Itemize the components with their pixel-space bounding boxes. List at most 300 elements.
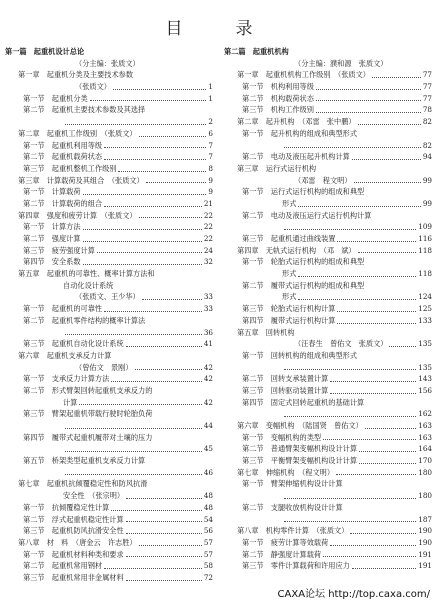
toc-entry bbox=[5, 233, 213, 245]
toc-page-number: 135 bbox=[418, 362, 432, 372]
toc-page-number: 7 bbox=[208, 140, 213, 150]
toc-leader-dots bbox=[126, 338, 202, 347]
toc-entry bbox=[224, 467, 432, 479]
toc-entry-label: （张质文） bbox=[75, 82, 111, 92]
toc-entry bbox=[5, 81, 213, 93]
toc-entry bbox=[5, 46, 213, 58]
toc-entry-label: 第一章 起重机机构工作级别 （张质文） bbox=[237, 70, 370, 80]
toc-leader-dots bbox=[90, 93, 207, 102]
toc-entry-label: 第一节 计算载荷 bbox=[23, 187, 81, 197]
toc-page-number: 36 bbox=[203, 327, 213, 337]
toc-entry-label: 第一节 抗倾覆稳定性计算 bbox=[23, 502, 110, 512]
toc-leader-dots bbox=[298, 198, 420, 207]
toc-leader-dots bbox=[65, 116, 206, 125]
toc-entry-label: 第一节 支承反力计算方法 bbox=[23, 374, 110, 384]
toc-entry-label: 第五章 回转机构 bbox=[237, 327, 295, 337]
toc-entry-label: 形式 bbox=[282, 198, 297, 208]
toc-page-number: 48 bbox=[203, 491, 213, 501]
toc-page-number: 135 bbox=[418, 339, 432, 349]
toc-entry bbox=[224, 490, 432, 502]
toc-page-number: 77 bbox=[422, 93, 432, 103]
toc-entry bbox=[5, 303, 213, 315]
toc-entry bbox=[224, 151, 432, 163]
toc-entry bbox=[224, 291, 432, 303]
toc-entry bbox=[5, 338, 213, 350]
toc-entry bbox=[224, 373, 432, 385]
toc-entry-label: 第一节 轮胎式运行机构的组成和典型 bbox=[242, 257, 365, 267]
toc-entry bbox=[5, 93, 213, 105]
toc-entry bbox=[5, 140, 213, 152]
toc-entry-label: 第二篇 起重机机构 bbox=[224, 47, 289, 56]
toc-entry-label: 第三节 机构工作级别 bbox=[242, 105, 314, 115]
toc-entry-label: 第二节 电动及液压运行式运行机构计算 bbox=[242, 210, 372, 220]
toc-entry-label: 第二节 强度计算 bbox=[23, 234, 81, 243]
toc-entry bbox=[224, 198, 432, 210]
toc-page-number: 109 bbox=[418, 222, 432, 232]
toc-page-number: 1 bbox=[208, 93, 213, 103]
toc-entry-label: 第一节 起重机利用等级 bbox=[23, 140, 103, 150]
toc-entry-label bbox=[224, 221, 282, 233]
toc-entry bbox=[5, 315, 213, 327]
toc-entry bbox=[224, 303, 432, 315]
toc-entry-label: （汪春生 曾佑文 张质文） bbox=[294, 339, 388, 349]
toc-entry-label: 第三章 运行式运行机构 bbox=[237, 163, 317, 173]
toc-leader-dots bbox=[298, 291, 416, 300]
toc-entry-label: 第七章 起重机抗倾覆稳定性和防风抗滑 bbox=[18, 479, 148, 489]
toc-leader-dots bbox=[284, 221, 416, 230]
toc-entry bbox=[5, 490, 213, 502]
toc-entry bbox=[224, 175, 432, 187]
toc-entry bbox=[5, 198, 213, 210]
toc-leader-dots bbox=[337, 233, 416, 242]
toc-leader-dots bbox=[284, 362, 416, 371]
toc-entry-label: 第一节 回转机构的组成和典型形式 bbox=[242, 350, 358, 360]
toc-entry-label: （曾佑文 景刚） bbox=[75, 362, 133, 372]
toc-entry bbox=[5, 467, 213, 479]
toc-leader-dots bbox=[104, 303, 202, 312]
toc-entry bbox=[5, 385, 213, 397]
toc-leader-dots bbox=[126, 549, 202, 558]
toc-entry-label: 第一节 起升机构的组成和典型形式 bbox=[242, 128, 358, 138]
toc-entry-label: 第二节 浮式起重机稳定性计算 bbox=[23, 514, 124, 524]
toc-entry-label: 第三节 轮胎式运行机构计算 bbox=[242, 304, 336, 314]
toc-page-number: 2 bbox=[208, 117, 213, 127]
toc-entry-label: 第六章 起重机支承反力计算 bbox=[18, 350, 112, 360]
toc-leader-dots bbox=[111, 502, 202, 511]
toc-entry bbox=[5, 572, 213, 584]
toc-entry bbox=[224, 93, 432, 105]
toc-page-number: 8 bbox=[208, 163, 213, 173]
toc-entry bbox=[224, 420, 432, 432]
toc-entry-label bbox=[5, 116, 63, 128]
toc-leader-dots bbox=[352, 560, 416, 569]
toc-entry bbox=[224, 478, 432, 490]
toc-entry bbox=[224, 443, 432, 455]
toc-entry-label: 第四节 安全系数 bbox=[23, 257, 81, 267]
toc-leader-dots bbox=[65, 327, 202, 336]
toc-leader-dots bbox=[118, 163, 206, 172]
toc-entry-label: 第四章 强度和疲劳计算 （张质文） bbox=[18, 210, 137, 220]
toc-entry bbox=[5, 443, 213, 455]
toc-page-number: 21 bbox=[203, 198, 213, 208]
toc-entry-label bbox=[224, 490, 282, 502]
toc-entry-label: 第二节 回转支承装置计算 bbox=[242, 374, 329, 384]
toc-leader-dots bbox=[104, 198, 202, 207]
toc-leader-dots bbox=[354, 175, 421, 184]
toc-entry bbox=[5, 525, 213, 537]
toc-entry-label: 第一节 机构利用等级 bbox=[242, 82, 314, 92]
toc-leader-dots bbox=[65, 420, 202, 429]
toc-entry bbox=[5, 280, 213, 292]
toc-page-number: 94 bbox=[422, 152, 432, 162]
toc-entry bbox=[224, 186, 432, 198]
toc-entry bbox=[5, 256, 213, 268]
toc-entry bbox=[5, 268, 213, 280]
toc-entry bbox=[5, 455, 213, 467]
toc-leader-dots bbox=[352, 151, 421, 160]
toc-entry bbox=[224, 104, 432, 116]
toc-page-number: 170 bbox=[418, 456, 432, 466]
toc-entry bbox=[5, 549, 213, 561]
toc-leader-dots bbox=[126, 490, 202, 499]
toc-entry-label: 第一章 起重机分类及主要技术参数 bbox=[18, 70, 134, 80]
toc-entry-label: 第二节 形式臂架回转起重机支承反力的 bbox=[23, 385, 153, 395]
toc-leader-dots bbox=[139, 537, 202, 546]
toc-entry bbox=[224, 514, 432, 526]
toc-entry bbox=[224, 362, 432, 374]
toc-leader-dots bbox=[350, 525, 416, 534]
toc-entry-label: 第一节 起重机的可靠性 bbox=[23, 304, 103, 314]
toc-entry-label: 第二节 机构载荷状态 bbox=[242, 93, 314, 103]
toc-entry-label: 第六章 变幅机构 （陆国贤 曾佑文） bbox=[237, 421, 363, 430]
toc-leader-dots bbox=[83, 233, 202, 242]
toc-entry bbox=[224, 69, 432, 81]
toc-entry-label: 第一节 起重机材料种类和要求 bbox=[23, 549, 124, 559]
toc-entry bbox=[5, 537, 213, 549]
toc-leader-dots bbox=[83, 221, 202, 230]
toc-entry-label: 第二节 支腿收放机构设计计算 bbox=[242, 502, 343, 512]
toc-entry bbox=[224, 268, 432, 280]
toc-page-number: 99 bbox=[422, 175, 432, 185]
toc-entry bbox=[224, 385, 432, 397]
toc-entry bbox=[5, 350, 213, 362]
toc-entry bbox=[224, 408, 432, 420]
toc-page-number: 116 bbox=[418, 234, 432, 243]
toc-entry bbox=[224, 280, 432, 292]
toc-entry bbox=[5, 514, 213, 526]
toc-entry bbox=[224, 210, 432, 222]
toc-page-number: 41 bbox=[203, 339, 213, 349]
toc-leader-dots bbox=[83, 186, 207, 195]
toc-leader-dots bbox=[337, 303, 416, 312]
toc-entry-label: 第二节 履带式运行机构的组成和典型 bbox=[242, 280, 365, 290]
toc-page-number: 45 bbox=[203, 444, 213, 454]
toc-leader-dots bbox=[83, 256, 202, 265]
toc-entry bbox=[5, 186, 213, 198]
toc-leader-dots bbox=[65, 443, 202, 452]
toc-entry-label: 第八章 机构零件计算 （张质文） bbox=[237, 526, 349, 536]
toc-page-number: 9 bbox=[208, 175, 213, 185]
toc-entry-label: 第三节 起重机通过曲线装置 bbox=[242, 234, 336, 243]
toc-entry-label: 安全性 （张宗明） bbox=[63, 491, 125, 501]
toc-entry bbox=[5, 151, 213, 163]
toc-entry bbox=[224, 327, 432, 339]
watermark-footer: CAXA论坛 http://top.caxa.com/ bbox=[277, 589, 430, 600]
toc-entry-label: 第二节 起重机常用钢材 bbox=[23, 561, 103, 571]
toc-page-number: 190 bbox=[418, 526, 432, 536]
toc-page-number: 125 bbox=[418, 304, 432, 314]
toc-page-number: 77 bbox=[422, 70, 432, 80]
toc-entry-label: 第三节 起重机防风抗滑安全性 bbox=[23, 526, 124, 536]
toc-entry-label: 第二节 电动及液压起升机构计算 bbox=[242, 152, 350, 162]
toc-leader-dots bbox=[126, 514, 202, 523]
toc-entry bbox=[5, 502, 213, 514]
toc-entry-label: 第三节 疲劳强度计算 bbox=[23, 245, 95, 255]
toc-entry-label: 第二节 起重机零件结构的概率计算法 bbox=[23, 315, 146, 325]
toc-page-number: 99 bbox=[422, 198, 432, 208]
toc-leader-dots bbox=[104, 560, 202, 569]
toc-entry-label: 第一节 运行式运行机构的组成和典型 bbox=[242, 187, 365, 197]
toc-entry bbox=[5, 420, 213, 432]
toc-entry bbox=[5, 327, 213, 339]
toc-entry-label bbox=[5, 443, 63, 455]
toc-leader-dots bbox=[65, 467, 202, 476]
toc-page-number: 6 bbox=[208, 128, 213, 138]
toc-page-number: 180 bbox=[418, 467, 432, 477]
toc-entry-label: 第三章 计算载荷及其组合 （张质文） bbox=[18, 175, 144, 185]
toc-page-number: 42 bbox=[203, 374, 213, 384]
toc-entry-label: 第四节 履带式运行机构计算 bbox=[242, 315, 336, 325]
toc-page-number: 187 bbox=[418, 514, 432, 524]
toc-leader-dots bbox=[323, 549, 416, 558]
toc-entry bbox=[224, 46, 432, 58]
toc-entry bbox=[5, 58, 213, 70]
toc-page-number: 46 bbox=[203, 467, 213, 477]
toc-page-number: 133 bbox=[418, 315, 432, 325]
toc-leader-dots bbox=[111, 373, 202, 382]
toc-leader-dots bbox=[337, 315, 416, 324]
toc-page-number: 191 bbox=[418, 561, 432, 571]
toc-leader-dots bbox=[316, 81, 421, 90]
toc-leader-dots bbox=[79, 397, 201, 406]
toc-entry bbox=[5, 432, 213, 444]
toc-page-number: 22 bbox=[203, 234, 213, 243]
toc-entry bbox=[224, 140, 432, 152]
toc-entry-label: （分主编：张质文） bbox=[75, 58, 140, 68]
toc-entry bbox=[224, 221, 432, 233]
toc-entry bbox=[5, 397, 213, 409]
toc-page-number: 124 bbox=[418, 292, 432, 302]
toc-entry bbox=[224, 128, 432, 140]
toc-leader-dots bbox=[330, 373, 416, 382]
toc-page-number: 42 bbox=[203, 397, 213, 407]
toc-entry bbox=[5, 478, 213, 490]
toc-entry-label: 第三节 起重机常用非金属材料 bbox=[23, 572, 124, 582]
toc-page-number: 33 bbox=[203, 304, 213, 314]
toc-entry-label bbox=[5, 467, 63, 479]
toc-leader-dots bbox=[284, 490, 416, 499]
toc-right-column bbox=[224, 46, 432, 572]
toc-page-number: 78 bbox=[422, 105, 432, 115]
toc-entry-label: 自动化设计系统 bbox=[63, 280, 114, 290]
toc-leader-dots bbox=[372, 69, 421, 78]
toc-page-number: 164 bbox=[418, 444, 432, 454]
toc-page-number: 118 bbox=[418, 245, 432, 255]
toc-leader-dots bbox=[330, 537, 416, 546]
toc-leader-dots bbox=[97, 245, 202, 254]
toc-leader-dots bbox=[126, 572, 202, 581]
toc-page-number: 191 bbox=[418, 549, 432, 559]
toc-entry-label: 第三节 起重机自动化设计系统 bbox=[23, 339, 124, 349]
toc-page-number: 9 bbox=[208, 187, 213, 197]
toc-page-number: 54 bbox=[203, 514, 213, 524]
toc-entry bbox=[5, 408, 213, 420]
page-title: 目 录 bbox=[165, 19, 271, 39]
toc-page-number: 118 bbox=[418, 269, 432, 279]
toc-entry bbox=[5, 163, 213, 175]
toc-entry-label: 第三节 平衡臂架变幅机构设计计算 bbox=[242, 456, 358, 466]
toc-entry-label bbox=[5, 327, 63, 339]
toc-leader-dots bbox=[358, 116, 421, 125]
toc-entry bbox=[224, 432, 432, 444]
toc-entry-label: 形式 bbox=[282, 292, 297, 302]
toc-entry bbox=[5, 104, 213, 116]
toc-page-number: 190 bbox=[418, 537, 432, 547]
toc-leader-dots bbox=[146, 175, 207, 184]
toc-entry-label: 第三节 零件计算载荷和许用应力 bbox=[242, 561, 350, 571]
toc-entry-label: 第三节 回转驱动装置计算 bbox=[242, 385, 329, 395]
toc-leader-dots bbox=[135, 362, 202, 371]
toc-page-number: 7 bbox=[208, 152, 213, 162]
toc-entry bbox=[224, 315, 432, 327]
toc-entry-label: 第二节 普通臂架变幅机构设计计算 bbox=[242, 444, 358, 454]
toc-entry-label: 第二节 起重机主要技术参数及其选择 bbox=[23, 105, 146, 115]
toc-leader-dots bbox=[336, 467, 416, 476]
toc-entry-label: 第一节 疲劳计算等效载荷 bbox=[242, 537, 329, 547]
toc-entry bbox=[224, 338, 432, 350]
toc-page-number: 180 bbox=[418, 491, 432, 501]
toc-page-number: 57 bbox=[203, 549, 213, 559]
toc-leader-dots bbox=[284, 140, 421, 149]
toc-leader-dots bbox=[142, 291, 202, 300]
toc-leader-dots bbox=[139, 210, 202, 219]
toc-entry bbox=[224, 502, 432, 514]
toc-page-number: 72 bbox=[203, 572, 213, 582]
toc-page-number: 24 bbox=[203, 245, 213, 255]
toc-page-number: 42 bbox=[203, 362, 213, 372]
toc-entry bbox=[224, 397, 432, 409]
toc-entry-label: 第七章 伸缩机构 （程文明） bbox=[237, 467, 335, 477]
toc-entry bbox=[224, 350, 432, 362]
toc-entry-label: 第二节 起重机载荷状态 bbox=[23, 152, 103, 162]
toc-entry-label bbox=[224, 514, 282, 526]
toc-entry bbox=[224, 525, 432, 537]
toc-entry bbox=[5, 69, 213, 81]
toc-entry-label: 第二章 起重机工作级别 （张质文） bbox=[18, 128, 137, 138]
toc-entry-label: 第三节 起重机整机工作级别 bbox=[23, 163, 117, 173]
toc-entry-label bbox=[224, 408, 282, 420]
toc-leader-dots bbox=[359, 443, 416, 452]
toc-entry-label: 形式 bbox=[282, 269, 297, 279]
toc-page-number: 162 bbox=[418, 409, 432, 419]
toc-leader-dots bbox=[139, 128, 207, 137]
toc-entry-label: 第四节 固定式回转起重机的基础计算 bbox=[242, 397, 365, 407]
toc-entry bbox=[224, 81, 432, 93]
toc-entry bbox=[224, 549, 432, 561]
toc-entry bbox=[224, 560, 432, 572]
toc-page-number: 57 bbox=[203, 537, 213, 547]
toc-entry bbox=[5, 291, 213, 303]
toc-entry-label bbox=[224, 362, 282, 374]
toc-entry bbox=[5, 128, 213, 140]
toc-page-number: 32 bbox=[203, 257, 213, 267]
toc-page-number: 143 bbox=[418, 374, 432, 384]
toc-entry bbox=[224, 58, 432, 70]
toc-entry-label: 第八章 材 料 （唐金云 许志胜） bbox=[18, 537, 137, 547]
toc-leader-dots bbox=[365, 420, 417, 429]
toc-leader-dots bbox=[113, 81, 206, 90]
toc-page-number: 22 bbox=[203, 210, 213, 220]
toc-page-number: 56 bbox=[203, 526, 213, 536]
toc-page-number: 22 bbox=[203, 222, 213, 232]
toc-entry-label: 第一节 起重机分类 bbox=[23, 93, 88, 103]
toc-entry-label: 第四章 无轨式运行机构 （邓 斌） bbox=[237, 245, 356, 255]
toc-page-number: 82 bbox=[422, 117, 432, 127]
toc-left-column bbox=[5, 46, 213, 584]
toc-entry-label: 第五章 起重机的可靠性、概率计算方法和 bbox=[18, 269, 155, 279]
toc-entry bbox=[5, 210, 213, 222]
toc-leader-dots bbox=[298, 268, 416, 277]
toc-entry bbox=[5, 245, 213, 257]
toc-entry bbox=[5, 362, 213, 374]
toc-entry-label: 第一节 计算方法 bbox=[23, 222, 81, 232]
toc-page-number: 44 bbox=[203, 421, 213, 430]
toc-leader-dots bbox=[358, 245, 417, 254]
toc-page-number: 163 bbox=[418, 432, 432, 442]
toc-page-number: 58 bbox=[203, 561, 213, 571]
toc-entry-label: 第二节 计算载荷的组合 bbox=[23, 198, 103, 208]
toc-entry bbox=[5, 221, 213, 233]
toc-page-number: 33 bbox=[203, 292, 213, 302]
toc-page-number: 1 bbox=[208, 82, 213, 92]
toc-entry-label bbox=[224, 140, 282, 152]
toc-page-number: 82 bbox=[422, 140, 432, 150]
toc-page-number: 156 bbox=[418, 385, 432, 395]
toc-entry-label: （邓雷 程文明） bbox=[294, 175, 352, 185]
toc-leader-dots bbox=[330, 385, 416, 394]
toc-leader-dots bbox=[316, 93, 421, 102]
toc-entry bbox=[5, 116, 213, 128]
toc-entry-label: （分主编：濮和源 张质文） bbox=[294, 58, 388, 68]
toc-entry-label: 第三节 臂架起重机带载行驶时轮胎负荷 bbox=[23, 409, 153, 419]
toc-entry-label: 第二章 起升机构 （邓雷 张中鹏） bbox=[237, 117, 356, 127]
toc-leader-dots bbox=[126, 525, 202, 534]
toc-entry-label bbox=[5, 420, 63, 432]
toc-leader-dots bbox=[389, 338, 416, 347]
toc-entry bbox=[224, 163, 432, 175]
toc-leader-dots bbox=[104, 140, 206, 149]
toc-entry-label: （张质文、王少华） bbox=[75, 292, 140, 302]
toc-entry bbox=[224, 245, 432, 257]
toc-entry bbox=[224, 116, 432, 128]
toc-entry-label: 第一篇 起重机设计总论 bbox=[5, 47, 85, 56]
toc-leader-dots bbox=[323, 432, 416, 441]
toc-leader-dots bbox=[104, 151, 206, 160]
toc-entry-label: 第一节 变幅机构的类型 bbox=[242, 432, 322, 442]
toc-leader-dots bbox=[284, 514, 416, 523]
toc-page-number: 48 bbox=[203, 502, 213, 512]
toc-leader-dots bbox=[316, 104, 421, 113]
